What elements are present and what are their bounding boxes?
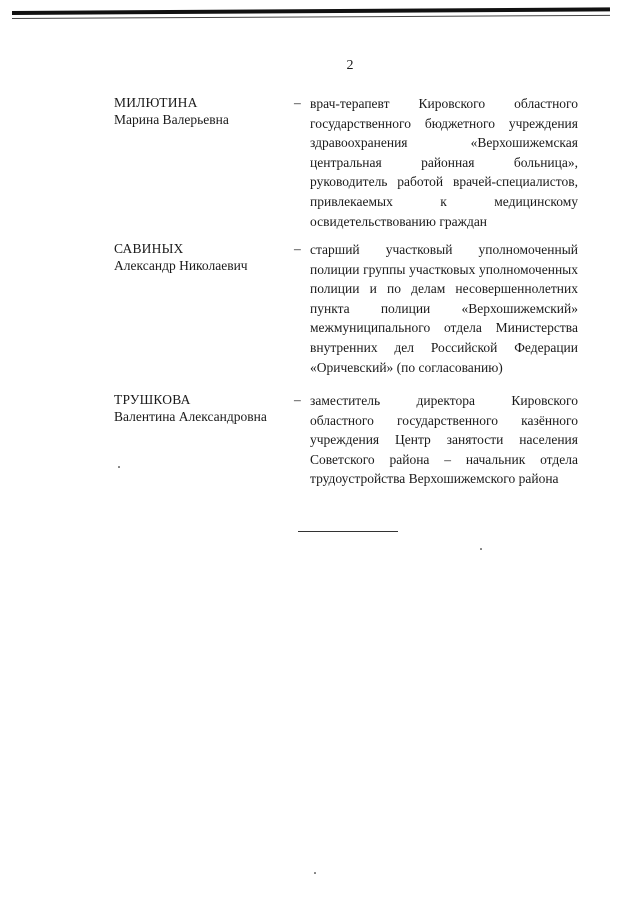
member-name bbox=[114, 240, 284, 274]
member-surname: ТРУШКОВА bbox=[114, 392, 191, 407]
dash-separator: – bbox=[294, 392, 301, 407]
dash-separator: – bbox=[294, 95, 301, 110]
member-position-description: врач-терапевт Кировского областного государственного бюджетного учреждения здравоохранения «Верхошижемская центральная районная больница», руководитель работой врачей-специалистов, привлекаемых к медицинскому освидетельствованию граждан bbox=[310, 96, 578, 229]
member-position-description: заместитель директора Кировского областного государственного казённого учреждения Центр занятости населения Советского района – начальник отдела трудоустройства Верхошижемского района bbox=[310, 393, 578, 487]
member-given-names: Александр Николаевич bbox=[114, 258, 248, 273]
member-name bbox=[114, 391, 284, 425]
member-given-names: Марина Валерьевна bbox=[114, 112, 229, 127]
scan-speck bbox=[118, 466, 120, 468]
top-border-rule-thin bbox=[12, 15, 610, 19]
dash-separator: – bbox=[294, 241, 301, 256]
member-position-description: старший участковый уполномоченный полиции группы участковых уполномоченных полиции и по делам несовершеннолетних пункта полиции «Верхошижемский» межмуниципального отдела Министерства внутренних дел Российской Федерации «Оричевский» (по согласованию) bbox=[310, 242, 578, 375]
member-surname: САВИНЫХ bbox=[114, 241, 184, 256]
closing-rule bbox=[298, 531, 398, 532]
member-surname: МИЛЮТИНА bbox=[114, 95, 198, 110]
page-number: 2 bbox=[346, 58, 354, 73]
scan-speck bbox=[314, 872, 316, 874]
top-border-rule bbox=[12, 7, 610, 15]
member-given-names: Валентина Александровна bbox=[114, 409, 267, 424]
member-name bbox=[114, 94, 284, 128]
scan-speck bbox=[480, 548, 482, 550]
